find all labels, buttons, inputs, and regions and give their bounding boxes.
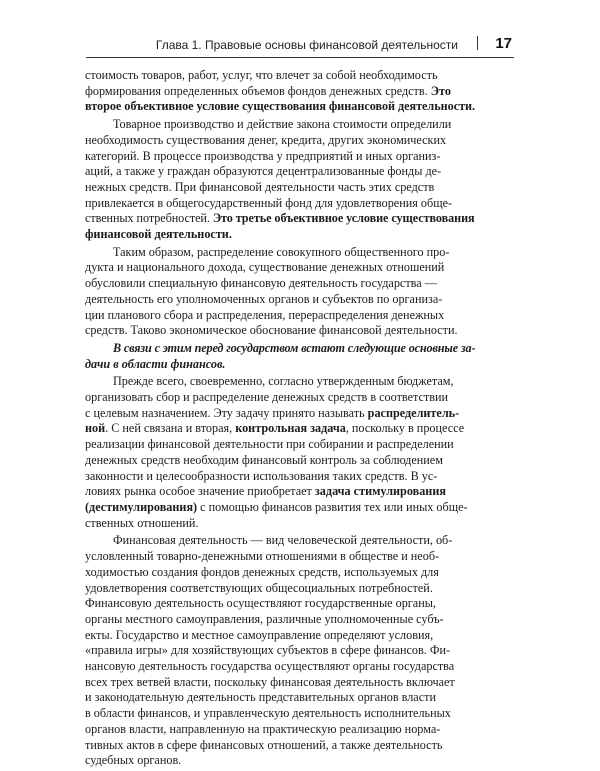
text-run: дукта и национального дохода, существование денежных отношений (85, 260, 445, 275)
text-run: законности и целесообразности использования таких средств. В ус- (85, 468, 438, 483)
text-run: второе объективное условие существования финансовой деятельности. (85, 99, 476, 114)
text-line (85, 675, 475, 691)
paragraph (85, 533, 475, 769)
text-run: всех трех ветвей власти, поскольку финансовая деятельность включает (85, 674, 455, 689)
text-run: (дестимулирования) (85, 499, 198, 514)
text-run: «правила игры» для хозяйствующих субъектов в сфере финансов. Фи- (85, 643, 451, 658)
text-run: категорий. В процессе производства у предприятий и иных организ- (85, 148, 441, 163)
text-run: распределитель- (367, 405, 460, 420)
text-run: задача стимулирования (314, 484, 446, 499)
text-run: организовать сбор и распределение денежных средств в соответствии (85, 390, 449, 405)
text-line (85, 227, 475, 243)
running-head (86, 30, 514, 58)
text-line (85, 549, 475, 565)
text-run: контрольная задача (235, 421, 346, 436)
text-line (85, 516, 475, 532)
text-run: обусловили специальную финансовую деятельность государства — (85, 276, 437, 291)
text-run: в области финансов, и управленческую деятельность исполнительных (85, 706, 451, 721)
text-run: органов власти, направленную на практическую реализацию норма- (85, 721, 441, 736)
header-separator (477, 36, 478, 50)
text-line (85, 612, 475, 628)
text-run: тивных актов в сфере финансовых отношений, а также деятельность (85, 737, 443, 752)
paragraph (85, 341, 475, 372)
text-line (85, 643, 475, 659)
text-line (85, 149, 475, 165)
text-run: ходимостью создания фондов денежных средств, используемых для (85, 564, 439, 579)
text-line (85, 341, 475, 357)
text-line (85, 581, 475, 597)
text-line (85, 68, 475, 84)
text-line (85, 390, 475, 406)
text-line (85, 292, 475, 308)
text-run: ственных потребностей. (85, 211, 213, 226)
text-run: нежных средств. При финансовой деятельности часть этих средств (85, 179, 435, 194)
text-run: Товарное производство и действие закона стоимости определили (113, 117, 452, 132)
text-line (85, 211, 475, 227)
text-run: привлекается в общегосударственный фонд для удовлетворения обще- (85, 195, 453, 210)
text-run: реализации финансовой деятельности при собирании и распределении (85, 437, 454, 452)
header-rule (86, 57, 514, 58)
text-line (85, 437, 475, 453)
text-run: , поскольку в процессе (345, 421, 465, 436)
text-run: В связи с этим перед государством встают следующие основные за- (113, 340, 476, 355)
text-run: и законодательную деятельность представительных органов власти (85, 690, 436, 705)
text-line (85, 753, 475, 769)
text-run: нансовую деятельность государства осуществляют органы государства (85, 659, 455, 674)
text-line (85, 133, 475, 149)
chapter-title: Глава 1. Правовые основы финансовой деятельности (155, 38, 458, 52)
text-run: аций, а также у граждан образуются децентрализованные фонды де- (85, 164, 442, 179)
text-run: ственных отношений. (85, 515, 199, 530)
text-run: Это третье объективное условие существования (212, 211, 475, 226)
text-run: Финансовая деятельность — вид человеческой деятельности, об- (113, 533, 453, 548)
text-line (85, 722, 475, 738)
text-line (85, 260, 475, 276)
text-run: средств. Таково экономическое обоснование финансовой деятельности. (85, 323, 458, 338)
text-line (85, 196, 475, 212)
text-run: удовлетворения соответствующих общесоциальных потребностей. (85, 580, 433, 595)
text-line (85, 469, 475, 485)
text-line (85, 659, 475, 675)
text-line (85, 117, 475, 133)
text-run: органы местного самоуправления, различные уполномоченные субъ- (85, 611, 444, 626)
text-line (85, 164, 475, 180)
text-run: екты. Государство и местное самоуправление определяют условия, (85, 627, 434, 642)
text-run: ной (85, 421, 106, 436)
text-line (85, 628, 475, 644)
text-run: с помощью финансов развития тех или иных обще- (197, 499, 468, 514)
text-line (85, 421, 475, 437)
page-number: 17 (495, 35, 512, 52)
text-run: стоимость товаров, работ, услуг, что влечет за собой необходимость (85, 68, 438, 82)
text-line (85, 690, 475, 706)
text-line (85, 99, 475, 115)
text-run: денежных средств необходим финансовый контроль за соблюдением (85, 452, 443, 467)
text-line (85, 500, 475, 516)
text-run: Это (430, 83, 451, 98)
text-line (85, 357, 475, 373)
text-run: . С ней связана и вторая, (105, 421, 236, 436)
text-run: дачи в области финансов. (85, 356, 226, 371)
text-line (85, 453, 475, 469)
text-run: деятельность его уполномоченных органов и субъектов по организа- (85, 291, 443, 306)
text-line (85, 323, 475, 339)
paragraph (85, 117, 475, 243)
paragraph (85, 68, 475, 115)
text-line (85, 308, 475, 324)
body-text (85, 68, 475, 771)
text-line (85, 406, 475, 422)
text-run: Финансовую деятельность осуществляют государственные органы, (85, 596, 436, 611)
text-line (85, 533, 475, 549)
text-run: ловиях рынка особое значение приобретает (85, 484, 315, 499)
text-line (85, 245, 475, 261)
text-run: судебных органов. (85, 753, 182, 768)
text-line (85, 374, 475, 390)
paragraph (85, 245, 475, 339)
text-line (85, 565, 475, 581)
paragraph (85, 374, 475, 531)
text-run: финансовой деятельности. (85, 227, 232, 242)
text-run: формирования определенных объемов фондов денежных средств. (85, 83, 431, 98)
text-line (85, 738, 475, 754)
text-line (85, 276, 475, 292)
text-run: условленный товарно-денежными отношениями в обществе и необ- (85, 549, 440, 564)
text-run: с целевым назначением. Эту задачу принято называть (85, 405, 368, 420)
text-line (85, 84, 475, 100)
text-line (85, 180, 475, 196)
text-run: необходимость существования денег, кредита, других экономических (85, 132, 447, 147)
text-line (85, 596, 475, 612)
text-run: ции планового сбора и распределения, перераспределения денежных (85, 307, 445, 322)
text-line (85, 484, 475, 500)
text-run: Таким образом, распределение совокупного общественного про- (113, 244, 450, 259)
text-line (85, 706, 475, 722)
text-run: Прежде всего, своевременно, согласно утвержденным бюджетам, (113, 374, 454, 389)
